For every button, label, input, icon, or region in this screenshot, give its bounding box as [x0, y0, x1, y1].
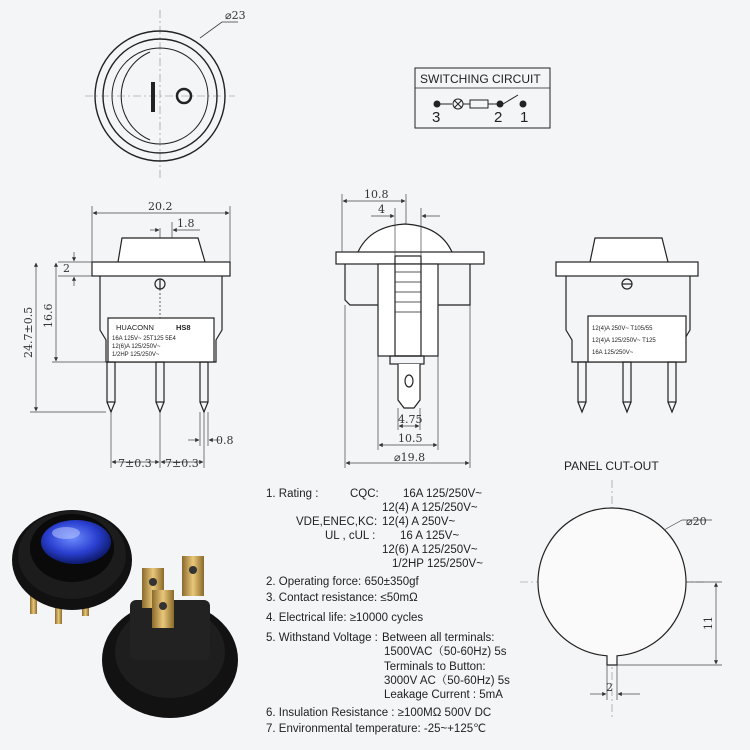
side-body-width-dim: 10.5	[398, 432, 423, 445]
label-brand: HUACONN	[116, 323, 154, 332]
cutout-diameter-dim: ⌀20	[686, 515, 707, 528]
pitch-left-dim: 7±0.3	[118, 457, 152, 470]
photo-switch-front	[12, 510, 132, 624]
spec-withstand-label: 5. Withstand Voltage :	[266, 632, 378, 644]
spec-rating-label: 1. Rating :	[266, 488, 319, 500]
top-view-diameter: ⌀23	[225, 9, 246, 22]
side-top-width-dim: 10.8	[364, 188, 389, 201]
spec-cqc-2: 12(4) A 125/250V~	[382, 502, 478, 514]
label-model: HS8	[176, 323, 191, 332]
cutout-height-dim: 11	[702, 616, 715, 630]
side-inner-width-dim: 4	[378, 203, 385, 216]
panel-diameter-dim: ⌀19.8	[394, 451, 426, 464]
spec-ul-1: 16 A 125V~	[400, 530, 460, 542]
label-line-3: 1/2HP 125/250V~	[112, 352, 160, 358]
circuit-pin-2: 2	[494, 109, 503, 126]
spec-ul-2: 12(6) A 125/250V~	[382, 544, 478, 556]
terminal-width-dim: 4.75	[398, 413, 423, 426]
back-view	[556, 238, 698, 412]
pitch-right-dim: 7±0.3	[165, 457, 199, 470]
body-height-dim: 16.6	[42, 303, 55, 328]
label-line-2: 12(6)A 125/250V~	[112, 344, 161, 350]
actuator-offset-dim: 1.8	[177, 217, 195, 230]
spec-withstand-2: 1500VAC（50-60Hz) 5s	[384, 646, 507, 658]
spec-life: 4. Electrical life: ≥10000 cycles	[266, 612, 424, 624]
spec-contact: 3. Contact resistance: ≤50mΩ	[266, 592, 418, 604]
spec-withstand-4: 3000V AC（50-60Hz) 5s	[384, 675, 510, 687]
back-label-line-2: 12(4)A 125/250V~ T125	[592, 338, 656, 344]
spec-withstand-5: Leakage Current : 5mA	[384, 689, 503, 701]
top-view	[85, 10, 238, 180]
front-width-dim: 20.2	[148, 200, 173, 213]
side-view	[336, 224, 484, 408]
spec-insulation: 6. Insulation Resistance : ≥100MΩ 500V DC	[266, 707, 492, 719]
spec-cqc-1: 16A 125/250V~	[403, 488, 482, 500]
back-label-line-1: 12(4)A 250V~ T105/55	[592, 326, 653, 332]
cutout-key-width-dim: 2	[606, 681, 613, 694]
spec-environment: 7. Environmental temperature: -25~+125℃	[266, 723, 487, 735]
spec-vde-1: 12(4) A 250V~	[382, 516, 456, 528]
spec-ul-3: 1/2HP 125/250V~	[392, 558, 483, 570]
spec-ul-label: UL , cUL :	[325, 530, 376, 542]
switching-circuit-title: SWITCHING CIRCUIT	[420, 72, 541, 86]
step-height-dim: 2	[63, 262, 70, 275]
spec-cqc-label: CQC:	[350, 488, 379, 500]
front-view	[92, 238, 230, 412]
total-height-dim: 24.7±0.5	[22, 306, 35, 358]
circuit-pin-1: 1	[520, 109, 529, 126]
pin-width-dim: 0.8	[216, 434, 234, 447]
spec-force: 2. Operating force: 650±350gf	[266, 576, 419, 588]
spec-vde-label: VDE,ENEC,KC:	[296, 516, 378, 528]
spec-withstand-1: Between all terminals:	[382, 632, 495, 644]
label-line-1: 16A 125V~ 25T125 5E4	[112, 336, 176, 342]
circuit-pin-3: 3	[432, 109, 441, 126]
spec-withstand-3: Terminals to Button:	[384, 661, 486, 673]
back-label-line-3: 16A 125/250V~	[592, 350, 634, 356]
panel-cutout-title: PANEL CUT-OUT	[564, 459, 659, 473]
